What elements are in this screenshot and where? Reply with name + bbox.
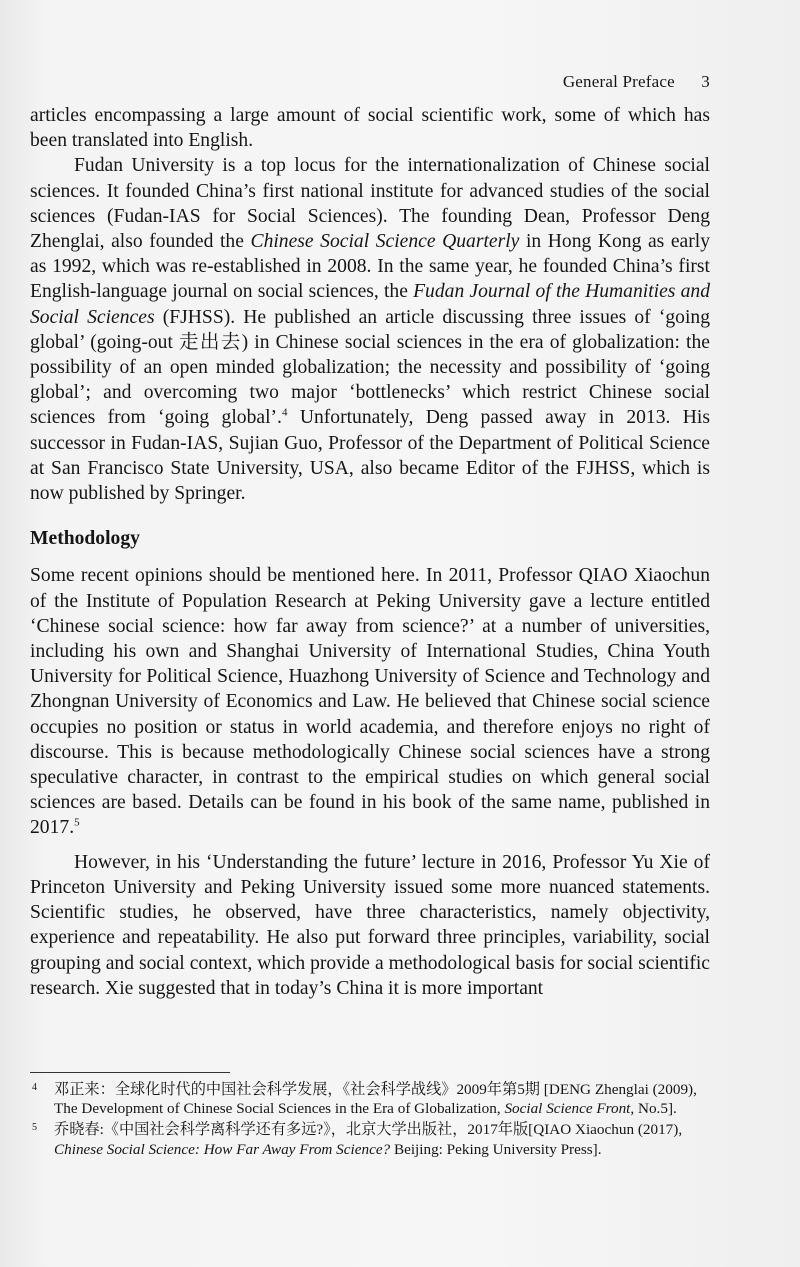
footnote-number: 5 bbox=[32, 1122, 37, 1134]
footnote bbox=[30, 1080, 702, 1118]
paragraph-text: Some recent opinions should be mentioned here. In 2011, Professor QIAO Xiaochun of the Institute of Population Research at Peking University gave a lecture entitled ‘Chinese social science: how far away from science?’ at a number of universities, including his own and Shanghai University of International Studies, China Youth University for Political Science, Huazhong University of Science and Technology and Zhongnan University of Economics and Law. He believed that Chinese social science occupies no position or status in world academia, and therefore enjoys no right of discourse. This is because methodologically Chinese social sciences have a strong speculative character, in contrast to the empirical studies on which general social sciences are based. Details can be found in his book of the same name, published in 2017. bbox=[30, 565, 710, 839]
paragraph-text: in Hong Kong as early as 1992, which was re-established in 2008. In the same year, he founded China’s first English-language journal on social sciences, the bbox=[30, 231, 710, 303]
footnote bbox=[30, 1120, 702, 1158]
running-header bbox=[563, 72, 710, 92]
paragraph-qiao bbox=[30, 563, 710, 840]
paragraph-text: Fudan University is a top locus for the internationalization of Chinese social sciences. It founded China’s first national institute for advanced studies of the social sciences (Fudan-IAS for Social Sciences). The founding Dean, Professor Deng Zhenglai, also founded the bbox=[30, 155, 710, 253]
paragraph-text: (FJHSS). He published an article discussing three issues of ‘going global’ (going-out 走出去) in Chinese social sciences in the era of globalization: the possibility of an open minded globalization; the necessity and possibility of ‘going global’; and overcoming two major ‘bottlenecks’ which restrict Chinese social sciences from ‘going global’. bbox=[30, 306, 710, 429]
footnote-text: 乔晓春:《中国社会科学离科学还有多远?》，北京大学出版社，2017年版[QIAO Xiaochun (2017), bbox=[54, 1121, 683, 1139]
footnotes bbox=[30, 1080, 702, 1161]
page-number: 3 bbox=[701, 72, 710, 91]
footnote-text: Beijing: Peking University Press]. bbox=[390, 1140, 602, 1158]
footnote-text: , No.5]. bbox=[630, 1100, 677, 1118]
footnote-reference: 4 bbox=[281, 406, 288, 419]
footnote-reference: 5 bbox=[74, 816, 80, 829]
section-heading: Methodology bbox=[30, 528, 140, 550]
journal-title: Chinese Social Science Quarterly bbox=[250, 231, 520, 253]
main-text bbox=[30, 103, 710, 1001]
paragraph-continued: articles encompassing a large amount of social scientific work, some of which has been translated into English. bbox=[30, 105, 710, 152]
footnote-title: Chinese Social Science: How Far Away From Science? bbox=[54, 1140, 391, 1158]
running-title: General Preface bbox=[562, 72, 675, 91]
footnote-title: Social Science Front bbox=[504, 1100, 631, 1118]
footnote-divider bbox=[30, 1072, 230, 1073]
paragraph-fudan bbox=[30, 153, 710, 506]
paragraph-xie: However, in his ‘Understanding the future’ lecture in 2016, Professor Yu Xie of Princeton University and Peking University issued some more nuanced statements. Scientific studies, he observed, have three characteristics, namely objectivity, experience and repeatability. He also put forward three principles, variability, social grouping and social context, which provide a methodological basis for social scientific research. Xie suggested that in today’s China it is more important bbox=[30, 851, 710, 999]
journal-title: Fudan Journal of the Humanities and Social Sciences bbox=[30, 281, 710, 328]
footnote-text: 邓正来：全球化时代的中国社会科学发展，《社会科学战线》2009年第5期 [DENG Zhenglai (2009), The Development of Chinese Social Sciences in the Era of Globalization, bbox=[54, 1081, 697, 1118]
paragraph-text: Unfortunately, Deng passed away in 2013. His successor in Fudan-IAS, Sujian Guo, Professor of the Department of Political Science at San Francisco State University, USA, also became Editor of the FJHSS, which is now published by Springer. bbox=[30, 407, 710, 505]
footnote-number: 4 bbox=[32, 1082, 37, 1093]
